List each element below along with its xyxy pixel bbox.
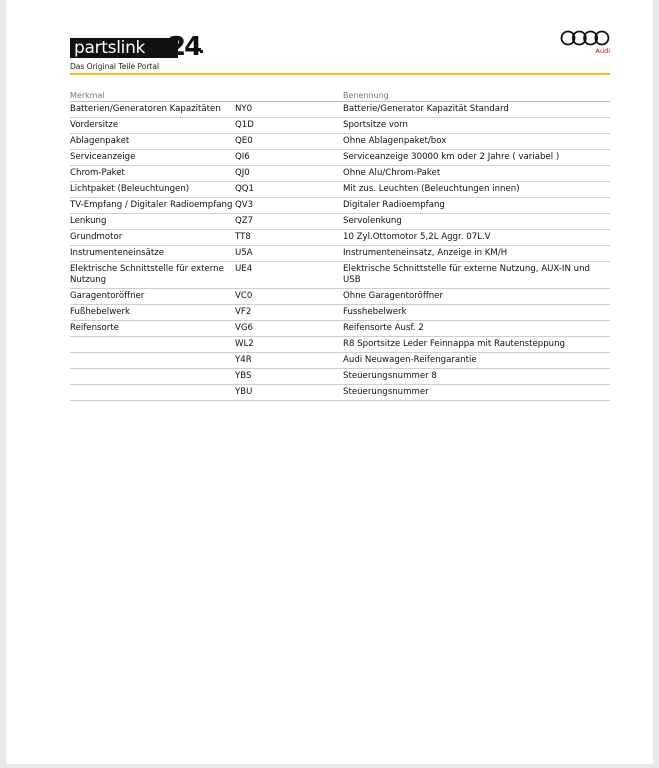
- table-row: [70, 262, 610, 289]
- cell-feature: Reifensorte: [70, 321, 235, 337]
- cell-code: QI6: [235, 150, 343, 166]
- cell-feature: Serviceanzeige: [70, 150, 235, 166]
- cell-feature: Elektrische Schnittstelle für externe Nutzung: [70, 262, 235, 289]
- logo-dot: [200, 50, 203, 53]
- cell-feature: Lenkung: [70, 214, 235, 230]
- cell-name: 10 Zyl.Ottomotor 5,2L Aggr. 07L.V: [343, 230, 610, 246]
- table-row: [70, 182, 610, 198]
- cell-code: VF2: [235, 305, 343, 321]
- cell-feature: Batterien/Generatoren Kapazitäten: [70, 102, 235, 118]
- cell-code: QV3: [235, 198, 343, 214]
- cell-name: Ohne Ablagenpaket/box: [343, 134, 610, 150]
- cell-code: QE0: [235, 134, 343, 150]
- table-row: [70, 118, 610, 134]
- cell-name: R8 Sportsitze Leder Feinnappa mit Rautensteppung: [343, 337, 610, 353]
- header-divider: [70, 73, 610, 75]
- table-row: [70, 289, 610, 305]
- cell-feature: TV-Empfang / Digitaler Radioempfang: [70, 198, 235, 214]
- cell-name: Reifensorte Ausf. 2: [343, 321, 610, 337]
- document-page: [6, 0, 653, 768]
- table-row: [70, 134, 610, 150]
- table-row: [70, 353, 610, 369]
- brand-name: Audi: [595, 47, 610, 55]
- table-row: [70, 321, 610, 337]
- cell-name: Servolenkung: [343, 214, 610, 230]
- cell-feature: [70, 385, 235, 401]
- page-header: [70, 32, 610, 76]
- cell-code: VG6: [235, 321, 343, 337]
- cell-feature: [70, 337, 235, 353]
- cell-name: Mit zus. Leuchten (Beleuchtungen innen): [343, 182, 610, 198]
- table-row: [70, 230, 610, 246]
- table-row: [70, 385, 610, 401]
- cell-feature: Fußhebelwerk: [70, 305, 235, 321]
- cell-feature: Grundmotor: [70, 230, 235, 246]
- cell-code: UE4: [235, 262, 343, 289]
- cell-code: QQ1: [235, 182, 343, 198]
- cell-code: U5A: [235, 246, 343, 262]
- cell-feature: Lichtpaket (Beleuchtungen): [70, 182, 235, 198]
- cell-name: Serviceanzeige 30000 km oder 2 Jahre ( variabel ): [343, 150, 610, 166]
- cell-feature: [70, 353, 235, 369]
- audi-logo: [560, 30, 610, 56]
- cell-name: Steuerungsnummer 8: [343, 369, 610, 385]
- cell-code: QJ0: [235, 166, 343, 182]
- cell-name: Fusshebelwerk: [343, 305, 610, 321]
- cell-feature: Garagentoröffner: [70, 289, 235, 305]
- cell-code: YBS: [235, 369, 343, 385]
- cell-feature: Vordersitze: [70, 118, 235, 134]
- cell-code: Q1D: [235, 118, 343, 134]
- cell-feature: [70, 369, 235, 385]
- cell-name: Steuerungsnummer: [343, 385, 610, 401]
- cell-name: Digitaler Radioempfang: [343, 198, 610, 214]
- logo-text: partslink: [70, 38, 178, 58]
- table-header-row: [70, 88, 610, 102]
- table-row: [70, 214, 610, 230]
- cell-name: Audi Neuwagen-Reifengarantie: [343, 353, 610, 369]
- cell-feature: Instrumenteneinsätze: [70, 246, 235, 262]
- cell-code: TT8: [235, 230, 343, 246]
- column-header-code: [235, 88, 343, 102]
- cell-feature: Chrom-Paket: [70, 166, 235, 182]
- cell-feature: Ablagenpaket: [70, 134, 235, 150]
- logo-number: 24: [168, 32, 201, 62]
- table-row: [70, 305, 610, 321]
- cell-code: VC0: [235, 289, 343, 305]
- cell-name: Instrumenteneinsatz, Anzeige in KM/H: [343, 246, 610, 262]
- table-row: [70, 102, 610, 118]
- cell-code: YBU: [235, 385, 343, 401]
- audi-rings-icon: [560, 30, 610, 46]
- page-bottom-edge: [6, 764, 653, 768]
- cell-code: NY0: [235, 102, 343, 118]
- cell-code: QZ7: [235, 214, 343, 230]
- table-row: [70, 246, 610, 262]
- column-header-feature: Merkmal: [70, 88, 235, 102]
- cell-name: Ohne Garagentoröffner: [343, 289, 610, 305]
- cell-code: WL2: [235, 337, 343, 353]
- table-row: [70, 337, 610, 353]
- table-row: [70, 166, 610, 182]
- cell-code: Y4R: [235, 353, 343, 369]
- feature-table: [70, 88, 610, 401]
- cell-name: Ohne Alu/Chrom-Paket: [343, 166, 610, 182]
- column-header-name: Benennung: [343, 88, 610, 102]
- cell-name: Elektrische Schnittstelle für externe Nutzung, AUX-IN und USB: [343, 262, 610, 289]
- tagline: Das Original Teile Portal: [70, 62, 160, 71]
- cell-name: Sportsitze vorn: [343, 118, 610, 134]
- table-row: [70, 198, 610, 214]
- cell-name: Batterie/Generator Kapazität Standard: [343, 102, 610, 118]
- table-row: [70, 369, 610, 385]
- table-row: [70, 150, 610, 166]
